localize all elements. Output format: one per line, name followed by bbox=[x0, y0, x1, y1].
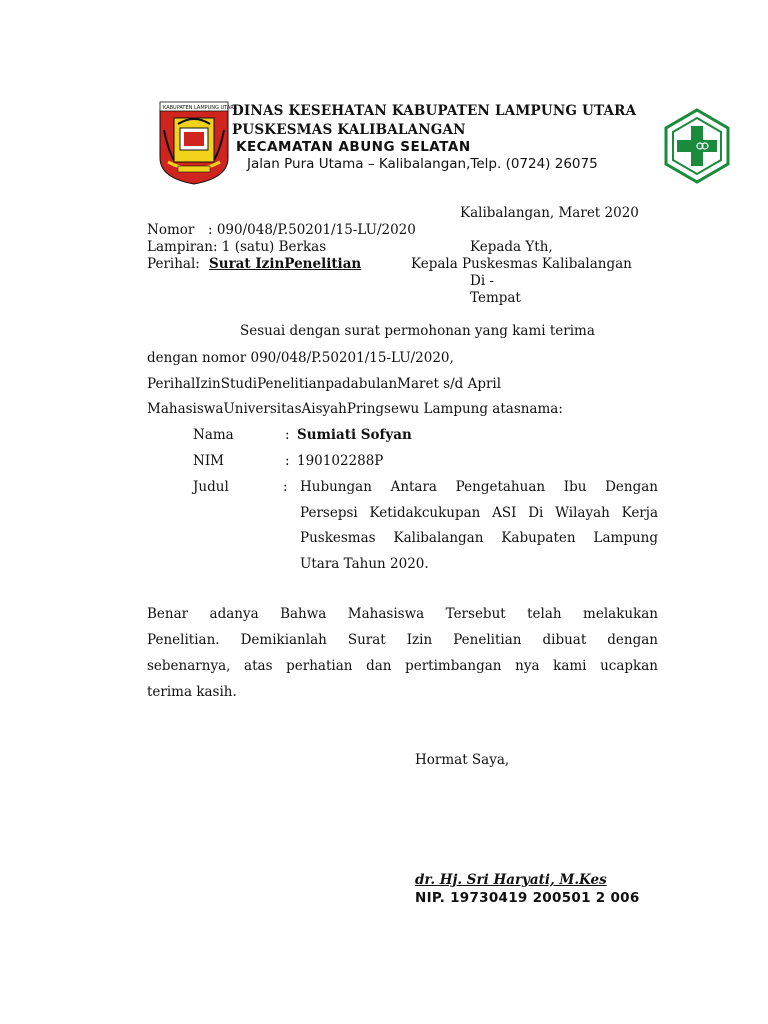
emblem-banner-left: KABUPATEN bbox=[163, 105, 193, 111]
tempat-line: Tempat bbox=[470, 290, 521, 306]
lampiran-line: Lampiran: 1 (satu) Berkas bbox=[147, 239, 327, 255]
signatory-name: dr. Hj. Sri Haryati, M.Kes bbox=[415, 872, 607, 888]
recipient-line: Kepala Puskesmas Kalibalangan bbox=[411, 256, 632, 272]
nomor-value: : 090/048/P.50201/15-LU/2020 bbox=[208, 222, 416, 238]
puskesmas-name: PUSKESMAS KALIBALANGAN bbox=[232, 122, 466, 138]
date-line: Kalibalangan, Maret 2020 bbox=[460, 205, 639, 221]
field-label-nim: NIM bbox=[193, 453, 224, 469]
field-sep-nim: : bbox=[285, 453, 290, 469]
paragraph-2-line-2: Penelitian. Demikianlah Surat Izin Penelitian dibuat dengan bbox=[147, 632, 658, 648]
field-value-judul: Hubungan Antara Pengetahuan Ibu Dengan bbox=[300, 479, 658, 495]
judul-continuation-3: Utara Tahun 2020. bbox=[300, 556, 429, 572]
paragraph-1-line-4: MahasiswaUniversitasAisyahPringsewu Lampung atasnama: bbox=[147, 401, 563, 417]
paragraph-1-line-2: dengan nomor 090/048/P.50201/15-LU/2020, bbox=[147, 350, 454, 366]
judul-continuation-1: Persepsi Ketidakcukupan ASI Di Wilayah Kerja bbox=[300, 505, 658, 521]
paragraph-2-line-3: sebenarnya, atas perhatian dan pertimbangan nya kami ucapkan bbox=[147, 658, 658, 674]
paragraph-1-line-3: PerihalIzinStudiPenelitianpadabulanMaret s/d April bbox=[147, 376, 502, 392]
field-label-judul: Judul bbox=[193, 479, 229, 495]
di-line: Di - bbox=[470, 273, 494, 289]
field-sep-nama: : bbox=[285, 427, 290, 443]
paragraph-1-line-1: Sesuai dengan surat permohonan yang kami terima bbox=[240, 323, 595, 339]
field-value-nama: Sumiati Sofyan bbox=[297, 427, 412, 443]
perihal-value: Surat IzinPenelitian bbox=[209, 256, 362, 272]
emblem-banner-right: LAMPUNG UTARA bbox=[194, 105, 237, 111]
kabupaten-lampung-utara-emblem-icon bbox=[158, 100, 237, 186]
field-label-nama: Nama bbox=[193, 427, 234, 443]
field-sep-judul: : bbox=[283, 479, 288, 495]
kepada-yth: Kepada Yth, bbox=[470, 239, 553, 255]
puskesmas-cross-logo-icon bbox=[664, 108, 730, 184]
paragraph-2-line-1: Benar adanya Bahwa Mahasiswa Tersebut telah melakukan bbox=[147, 606, 658, 622]
perihal-label: Perihal: bbox=[147, 256, 200, 272]
judul-continuation-2: Puskesmas Kalibalangan Kabupaten Lampung bbox=[300, 530, 658, 546]
closing-line: Hormat Saya, bbox=[415, 752, 510, 768]
field-value-nim: 190102288P bbox=[297, 453, 384, 469]
agency-name: DINAS KESEHATAN KABUPATEN LAMPUNG UTARA bbox=[232, 103, 637, 119]
address-line: Jalan Pura Utama – Kalibalangan,Telp. (0724) 26075 bbox=[247, 156, 598, 172]
signatory-nip: NIP. 19730419 200501 2 006 bbox=[415, 890, 640, 906]
nomor-label: Nomor bbox=[147, 222, 195, 238]
kecamatan-name: KECAMATAN ABUNG SELATAN bbox=[236, 139, 471, 155]
paragraph-2-line-4: terima kasih. bbox=[147, 684, 237, 700]
